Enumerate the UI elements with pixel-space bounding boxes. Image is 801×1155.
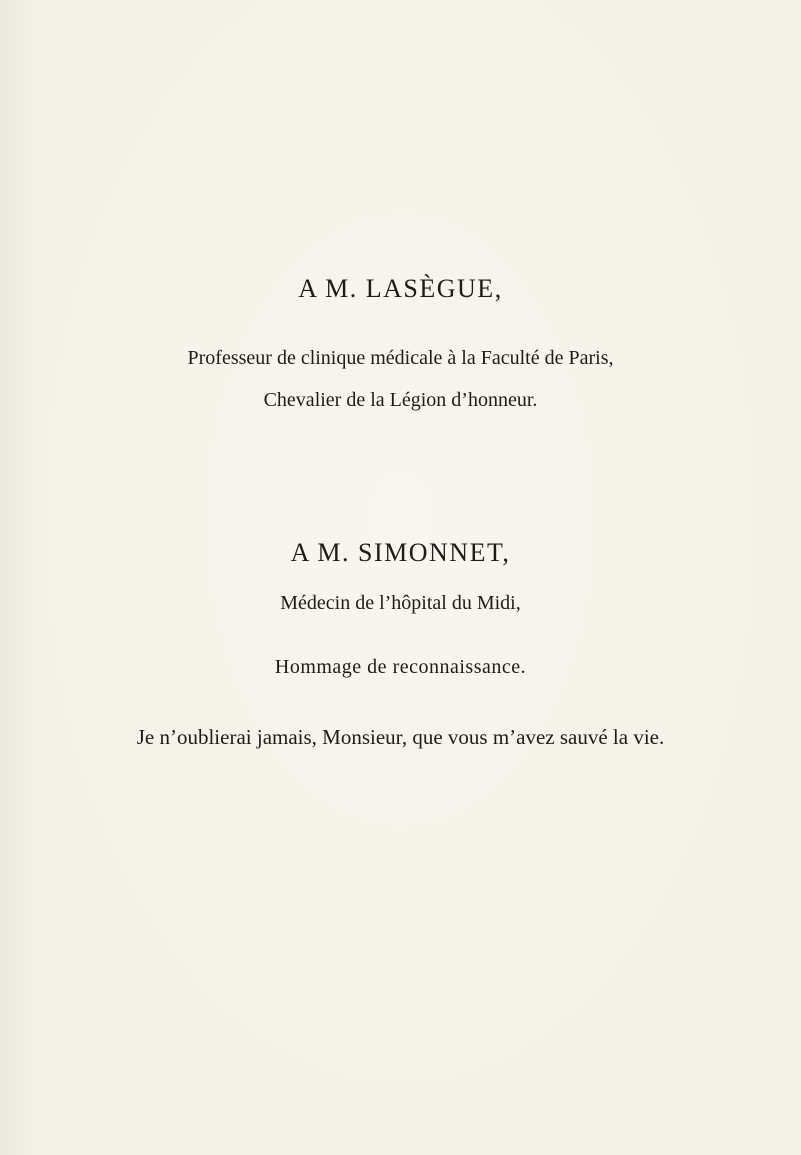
tribute-line: Hommage de reconnaissance. [274,656,527,678]
dedicatee-lasegue: A M. LASÈGUE, [298,274,503,303]
lasegue-honor: Chevalier de la Légion d’honneur. [263,389,538,411]
closing-sentence: Je n’oublierai jamais, Monsieur, que vous m’avez sauvé la vie. [136,725,665,749]
dedicatee-simonnet: A M. SIMONNET, [290,538,511,567]
simonnet-title: Médecin de l’hôpital du Midi, [280,592,521,614]
lasegue-title: Professeur de clinique médicale à la Faculté de Paris, [187,347,614,369]
